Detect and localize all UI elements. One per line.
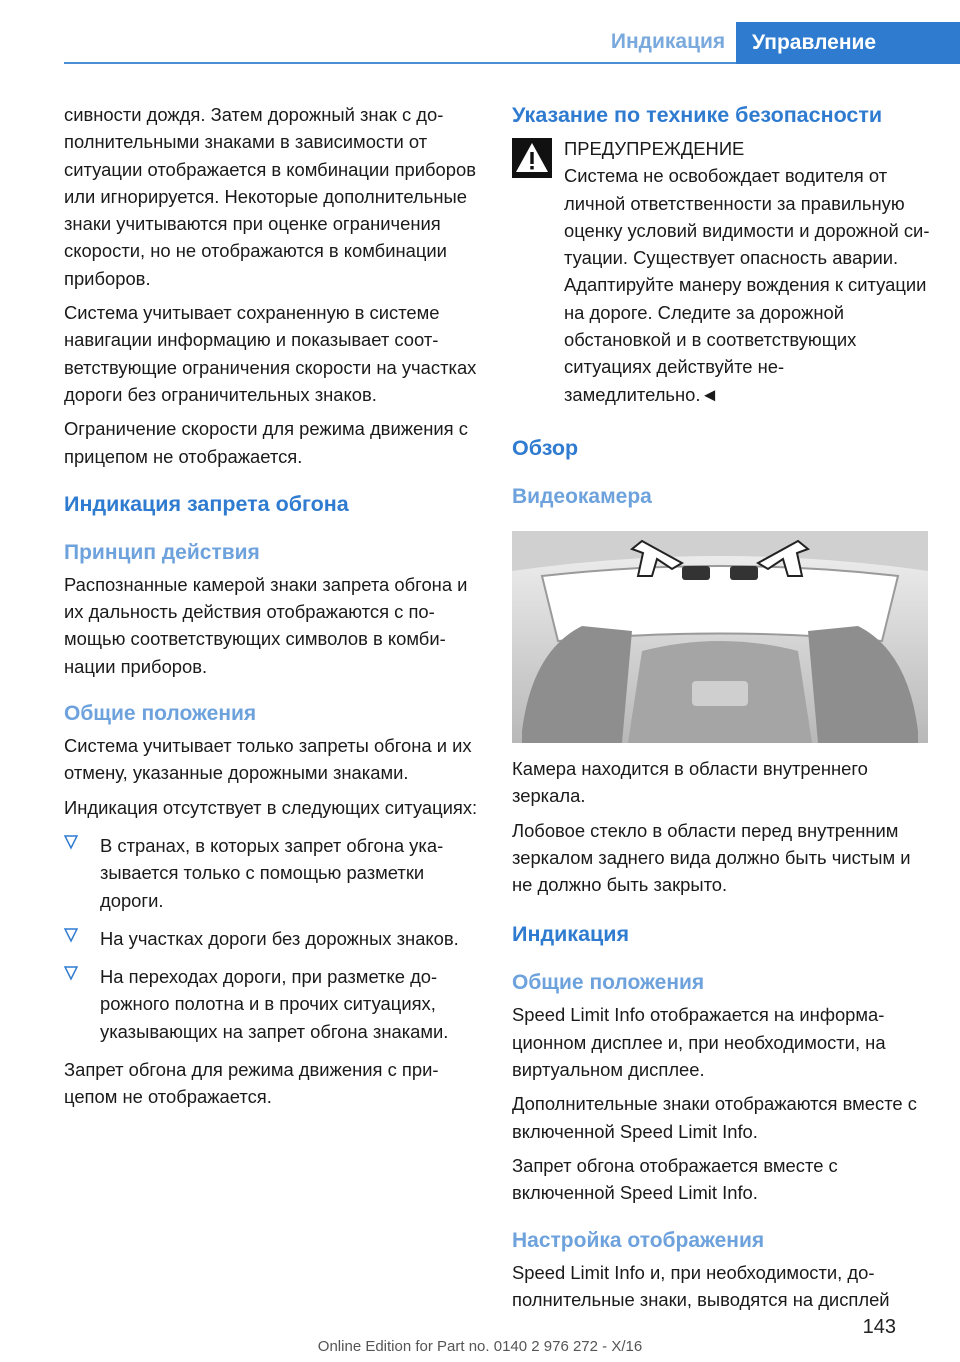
camera-left xyxy=(682,566,710,580)
heading-safety-note: Указание по технике безопасности xyxy=(512,103,883,127)
paragraph-principle: Распознанные камерой знаки запрета обгона и их дальность действия отображаются с помощью соответствующих символов в комбинации приборов. xyxy=(64,573,468,677)
left-column xyxy=(64,101,484,1118)
list-item-text: В странах, в которых запрет обгона указывается только с помощью разметки дороги. xyxy=(100,834,444,911)
bullet-list xyxy=(64,832,484,1045)
warning-body: личной ответственности за правильную оценку условий видимости и дорожной ситуации. Существует опасность аварии. Адаптируйте манеру вождения к ситуации на дороге. Следите за дорожной обстановкой и в соответствующих ситуациях действуйте незамедлительно.◄ xyxy=(564,192,930,405)
edition-footer: Online Edition for Part no. 0140 2 976 272 - X/16 xyxy=(317,1338,643,1355)
warning-title: ПРЕДУПРЕЖДЕНИЕ xyxy=(564,138,745,159)
list-item-text: На участках дороги без дорожных знаков. xyxy=(100,927,459,949)
heading-display-general: Общие положения xyxy=(512,971,705,995)
heading-overview: Обзор xyxy=(512,435,579,460)
console xyxy=(692,681,748,706)
paragraph-navigation-data: Система учитывает сохраненную в системе навигации информацию и показывает соответствующие ограничения скорости на участках дороги без ограничительных знаков. xyxy=(64,302,477,405)
paragraph-settings: Speed Limit Info и, при необходимости, дополнительные знаки, выводятся на дисплей xyxy=(512,1261,890,1310)
paragraph-display-3: Запрет обгона отображается вместе с включенной Speed Limit Info. xyxy=(512,1154,838,1204)
paragraph-rain-intensity: сивности дождя. Затем дорожный знак с дополнительными знаками в зависимости от ситуации отображается в комбинации приборов или игнорируется. Некоторые дополнительные знаки учитываются при оценке ограничения скорости, но не отображаются в комбинации приборов. xyxy=(64,104,477,289)
triangle-bullet-icon xyxy=(64,927,78,943)
heading-display-settings: Настройка отображения xyxy=(512,1228,765,1252)
triangle-bullet-icon xyxy=(64,834,78,850)
warning-triangle-icon xyxy=(512,138,552,178)
camera-right xyxy=(730,566,758,580)
heading-display: Индикация xyxy=(512,922,630,947)
paragraph-windshield-clean: Лобовое стекло в области перед внутренним зеркалом заднего вида должно быть чистым и не должно быть закрыто. xyxy=(512,819,911,896)
list-item xyxy=(64,963,484,1045)
paragraph-trailer-overtaking: Запрет обгона для режима движения с прицепом не отображается. xyxy=(64,1059,439,1108)
list-item xyxy=(64,925,484,952)
list-item xyxy=(64,832,484,914)
warning-block xyxy=(512,135,930,408)
paragraph-general-2: Индикация отсутствует в следующих ситуациях: xyxy=(64,796,478,818)
paragraph-display-2: Дополнительные знаки отображаются вместе с включенной Speed Limit Info. xyxy=(512,1093,917,1142)
paragraph-display-1: Speed Limit Info отображается на информационном дисплее и, при необходимости, на виртуальном дисплее. xyxy=(512,1004,886,1081)
paragraph-general-1: Система учитывает только запреты обгона и их отмену, указанные дорожными знаками. xyxy=(64,735,472,784)
paragraph-camera-location: Камера находится в области внутреннего зеркала. xyxy=(512,757,868,807)
triangle-bullet-icon xyxy=(64,965,78,981)
heading-principle: Принцип действия xyxy=(64,540,260,564)
list-item-text: На переходах дороги, при разметке дорожного полотна и в прочих ситуациях, указывающих на запрет обгона знаками. xyxy=(100,966,449,1042)
page-number: 143 xyxy=(862,1316,896,1338)
heading-overtaking-indication: Индикация запрета обгона xyxy=(64,491,349,516)
tab-indication[interactable]: Индикация xyxy=(610,30,726,53)
heading-video-camera: Видеокамера xyxy=(512,484,652,508)
car-interior-camera-photo xyxy=(512,531,928,743)
right-column xyxy=(512,101,930,1320)
tab-controls[interactable]: Управление xyxy=(736,22,960,64)
heading-general: Общие положения xyxy=(64,702,257,726)
paragraph-trailer-speed: Ограничение скорости для режима движения с прицепом не отображается. xyxy=(64,418,468,467)
warning-first-line: Система не освобождает водителя от xyxy=(564,165,888,187)
